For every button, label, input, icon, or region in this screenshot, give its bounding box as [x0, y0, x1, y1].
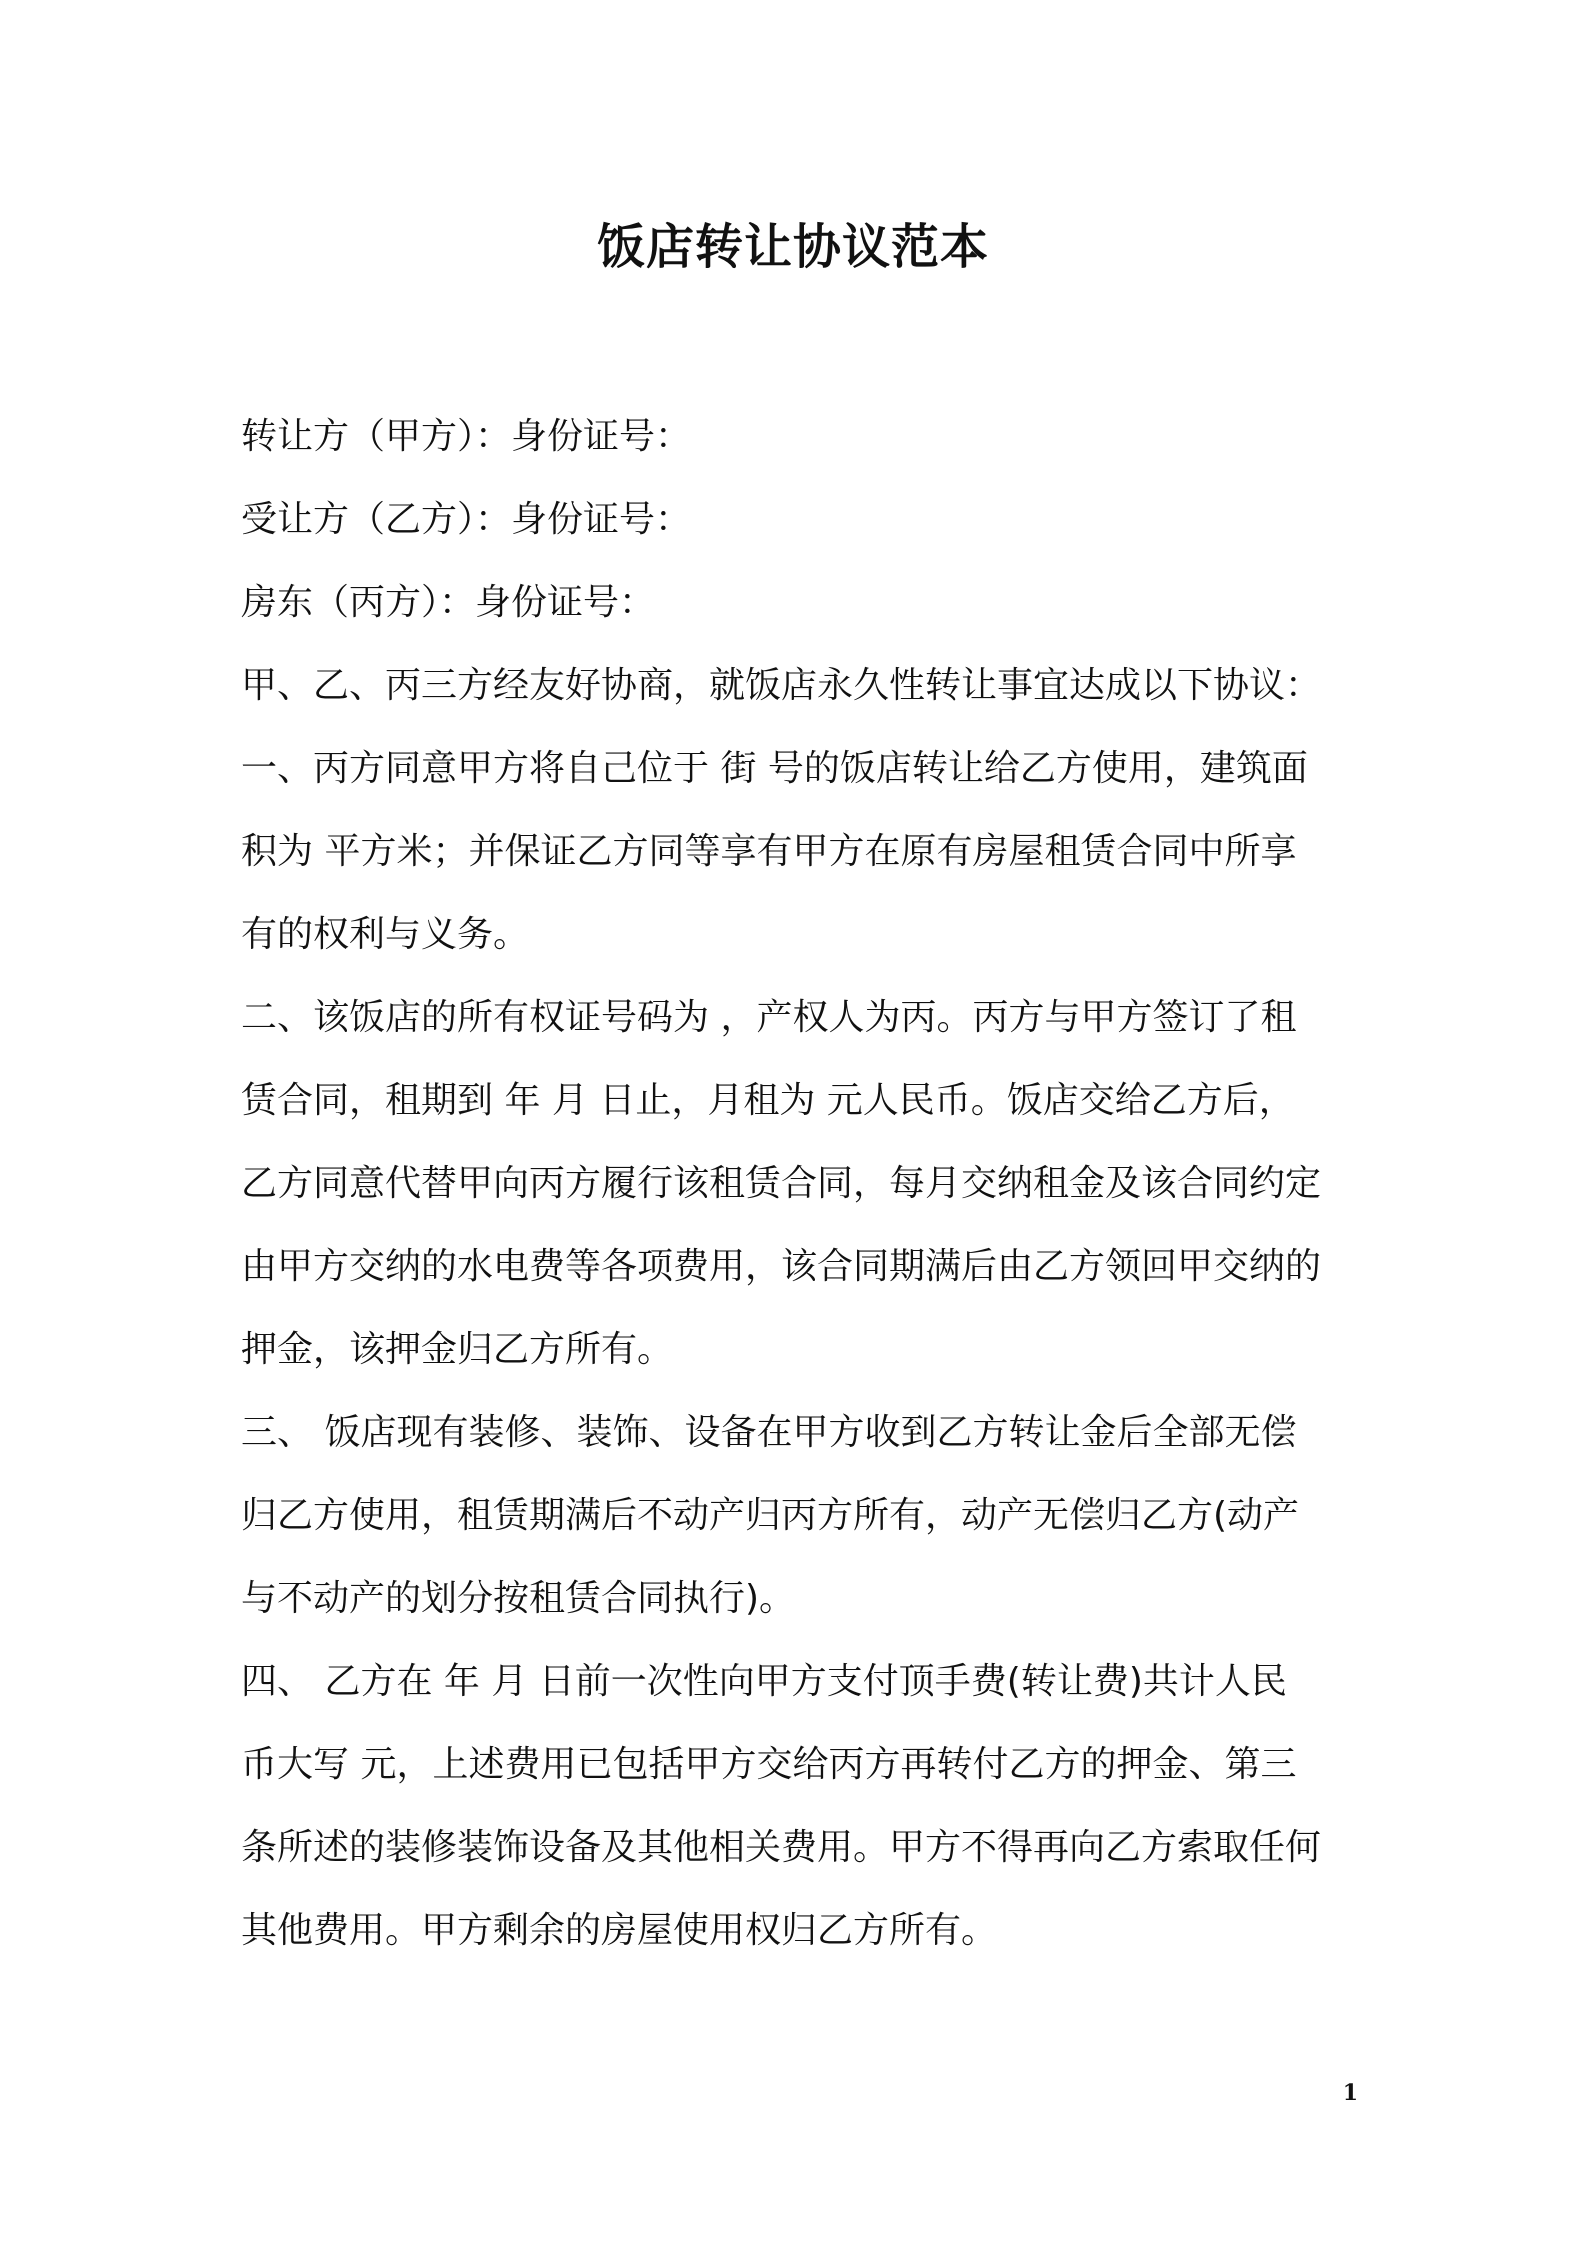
text-line: 甲、乙、丙三方经友好协商，就饭店永久性转让事宜达成以下协议：: [241, 665, 1322, 706]
text-line: 积为 平方米；并保证乙方同等享有甲方在原有房屋租赁合同中所享: [241, 831, 1297, 872]
text-line: 二、该饭店的所有权证号码为 ，产权人为丙。丙方与甲方签订了租: [241, 997, 1297, 1038]
page-number: 1: [1342, 2080, 1358, 2106]
text-line: 币大写 元，上述费用已包括甲方交给丙方再转付乙方的押金、第三: [241, 1744, 1297, 1785]
text-line: 与不动产的划分按租赁合同执行)。: [241, 1578, 796, 1619]
text-line: 受让方（乙方）：身份证号：: [241, 499, 692, 540]
document-title: 饭店转让协议范本: [596, 219, 989, 275]
text-line: 条所述的装修装饰设备及其他相关费用。甲方不得再向乙方索取任何: [241, 1827, 1322, 1868]
document-body: [241, 395, 1351, 1972]
text-line: 三、 饭店现有装修、装饰、设备在甲方收到乙方转让金后全部无偿: [241, 1412, 1297, 1453]
text-line: 房东（丙方）：身份证号：: [241, 582, 656, 623]
text-line: 转让方（甲方）：身份证号：: [241, 416, 692, 457]
text-line: 由甲方交纳的水电费等各项费用，该合同期满后由乙方领回甲交纳的: [241, 1246, 1322, 1287]
text-line: 乙方同意代替甲向丙方履行该租赁合同，每月交纳租金及该合同约定: [241, 1163, 1322, 1204]
text-line: 其他费用。甲方剩余的房屋使用权归乙方所有。: [241, 1910, 998, 1951]
text-line: 一、丙方同意甲方将自己位于 街 号的饭店转让给乙方使用，建筑面: [241, 748, 1308, 789]
text-line: 赁合同，租期到 年 月 日止，月租为 元人民币。饭店交给乙方后，: [241, 1080, 1295, 1121]
text-line: 有的权利与义务。: [241, 914, 530, 955]
text-line: 归乙方使用，租赁期满后不动产归丙方所有，动产无偿归乙方(动产: [241, 1495, 1300, 1536]
text-line: 押金，该押金归乙方所有。: [241, 1329, 674, 1370]
text-line: 四、 乙方在 年 月 日前一次性向甲方支付顶手费(转让费)共计人民: [241, 1661, 1287, 1702]
